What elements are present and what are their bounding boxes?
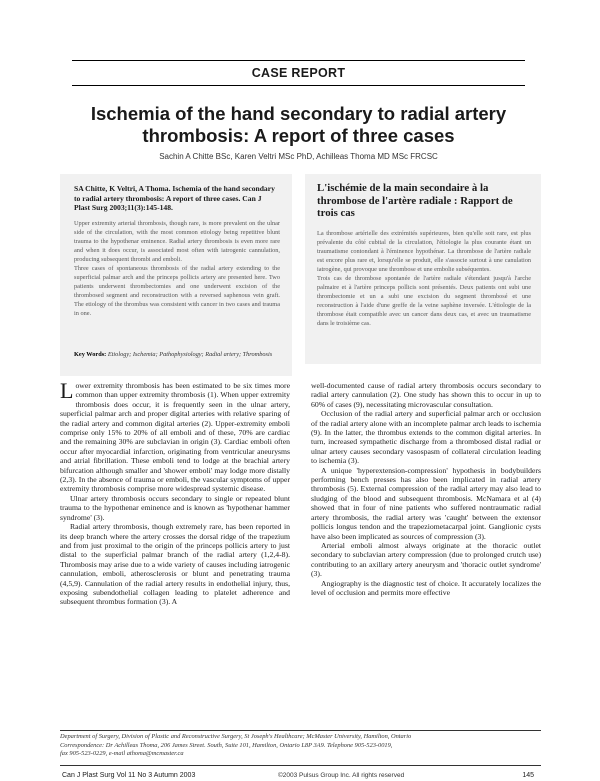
- abstract-french: [305, 174, 541, 364]
- footer-rule: [60, 765, 541, 766]
- abstract-paragraph: Upper extremity arterial thrombosis, though rare, is more prevalent on the ulnar side of the circulation, with the most common etiology being repetitive blunt trauma to the hypothenar eminence. Radial artery thrombosis is even more rare and when it does occur, is associated most often with iatrogenic cannulation, producing subsequent thrombi and emboli.: [74, 219, 280, 263]
- author-list: Sachin A Chitte BSc, Karen Veltri MSc PhD, Achilleas Thoma MD MSc FRCSC: [159, 152, 438, 161]
- keywords-list: Etiology; Ischemia; Pathophysiology; Radial artery; Thrombosis: [107, 351, 273, 358]
- section-label: CASE REPORT: [251, 66, 346, 80]
- affiliation-footnote: Department of Surgery, Division of Plastic and Reconstructive Surgery, St Joseph's Healthcare; McMaster University, Hamilton, Ontario: [60, 733, 412, 740]
- abstract-paragraph: Three cases of spontaneous thrombosis of the radial artery extending to the superficial palmar arch and the princeps pollicis artery are presented here. Two patients underwent thrombectomies and one underwent excision of the thrombosed segment and reconstruction with a reversed saphenous vein graft. The etiology of the thrombus was consistent with cancer in two cases and trauma in one.: [74, 264, 280, 317]
- abstract-english: [60, 174, 292, 376]
- body-paragraph: A unique 'hyperextension-compression' hypothesis in bodybuilders performing bench presses has also been implicated in radial artery thrombosis (5). External compression of the radial artery may also lead to sludging of the blood and subsequent thrombosis. McNamara et al (4) showed that in four of nine patients who suffered nontraumatic radial artery thrombosis, the radial artery was 'caught' between the extensor pollicis longus tendon and the trapeziometacarpal joint. Ganglionic cysts have also been implicated as sources of compression (3).: [311, 465, 541, 541]
- correspondence-footnote: Correspondence: Dr Achilleas Thoma, 206 James Street. South, Suite 101, Hamilton, Ontario L8P 3A9. Telephone 905-523-0019,: [60, 741, 393, 749]
- page-number: 145: [522, 772, 534, 779]
- keywords: [74, 350, 280, 359]
- body-paragraph: Angiography is the diagnostic test of choice. It accurately localizes the level of occlusion and permits more effective: [311, 578, 541, 597]
- body-column-right: [311, 381, 541, 597]
- article-title: Ischemia of the hand secondary to radial artery thrombosis: A report of three cases: [90, 103, 507, 146]
- abstract-paragraph: La thrombose artérielle des extrémités supérieures, bien qu'elle soit rare, est plus prévalente du côté cubital de la circulation, l'étiologie la plus courante étant un traumatisme contondant à l'éminence hypothénar. La thrombose de l'artère radiale est encore plus rare et, lorsqu'elle se produit, elle s'associe surtout à une canulation iatrogène, qui provoque une thrombose et une embolie subséquentes.: [317, 229, 531, 273]
- copyright-notice: ©2003 Pulsus Group Inc. All rights reserved: [278, 772, 405, 779]
- abstract-english-body: [74, 219, 280, 318]
- drop-cap: L: [60, 378, 74, 403]
- keywords-label: Key Words:: [74, 351, 107, 358]
- body-paragraph: well-documented cause of radial artery thrombosis occurs secondary to radial artery cannulation (2). One study has shown this to occur in up to 60% of cases (9), necessitating microvascular consultation.: [311, 381, 541, 409]
- abstract-french-title: L'ischémie de la main secondaire à la thrombose de l'artère radiale : Rapport de trois cas: [317, 182, 513, 219]
- journal-citation: Can J Plast Surg Vol 11 No 3 Autumn 2003: [62, 772, 196, 779]
- body-column-left: [60, 378, 290, 607]
- abstract-paragraph: Trois cas de thrombose spontanée de l'artère radiale s'étendant jusqu'à l'arche palmaire et à l'artère princeps pollicis sont présentés. Deux patients ont subi une thrombectomie et un a subi une excision du segment thrombosé et une reconstruction à l'aide d'une greffe de la veine saphène inversée. L'étiologie de la thrombose était compatible avec un cancer dans deux cas, et avec un traumatisme dans le troisième cas.: [317, 274, 531, 327]
- body-paragraph: Occlusion of the radial artery and superficial palmar arch or occlusion of the radial artery alone with an incomplete palmar arch leads to ischemia (9). In the latter, the thrombus extends to the common digital arteries. In turn, increased sympathetic discharge from a thrombosed distal radial or ulnar artery causes secondary vasospasm of collateral circulation leading to ischemia (3).: [311, 409, 541, 466]
- body-paragraph: Ulnar artery thrombosis occurs secondary to single or repeated blunt trauma to the hypothenar eminence and is known as 'hypothenar hammer syndrome' (3).: [60, 493, 290, 522]
- body-paragraph: Radial artery thrombosis, though extremely rare, has been reported in its deep branch where the artery crosses the dorsal ridge of the trapezium and from just proximal to the origin of the princeps pollicis artery to just distal to the superficial palmar branch of the radial artery (1,2,4-8). Thrombosis may arise due to a wide variety of causes including iatrogenic cannulation, emboli, atherosclerosis or blunt and penetrating trauma (4,5,9). Cannulation of the radial artery results in endothelial injury, thus, exposing subendothelial collagen leading to platelet adherence and subsequent thrombus formation (3). A: [60, 522, 290, 607]
- header-rule-bottom: [72, 85, 525, 86]
- contact-footnote: fax 905-523-0229, e-mail athoma@mcmaster.ca: [60, 750, 184, 758]
- abstract-citation: SA Chitte, K Veltri, A Thoma. Ischemia of the hand secondary to radial artery thrombosis: A report of three cases. Can J Plast Surg 2003;11(3):145-148.: [74, 184, 275, 212]
- body-paragraph: Arterial emboli almost always originate at the thoracic outlet secondary to subclavian artery compression (due to prolonged crutch use) contributing to an axillary artery aneurysm and 'thoracic outlet syndrome' (3).: [311, 540, 541, 579]
- header-rule-top: [72, 60, 525, 61]
- body-paragraph: Lower extremity thrombosis has been estimated to be six times more common than upper extremity thrombosis (1). When upper extremity thrombosis does occur, it is frequently seen in the ulnar artery, superficial palmar arch and proper digital arteries with relative sparing of the radial artery and common digital arteries (2). Upper-extremity emboli comprise only 15% to 20% of all emboli and of these, 70% are cardiac and the remaining 30% are subclavian in origin (3). Cardiac emboli often occur after myocardial infarction, originating from ventricular aneurysms and atrial fibrillation. These emboli tend to lodge at the brachial artery bifurcation although smaller and 'shower emboli' may lodge more distally (2,3). In the absence of trauma or emboli, the vascular symptoms of upper extremity thrombosis comprise more widespread systemic disease.: [60, 378, 290, 494]
- footnote-rule: [60, 730, 541, 731]
- footnotes: [60, 733, 541, 759]
- abstract-french-body: [317, 229, 531, 328]
